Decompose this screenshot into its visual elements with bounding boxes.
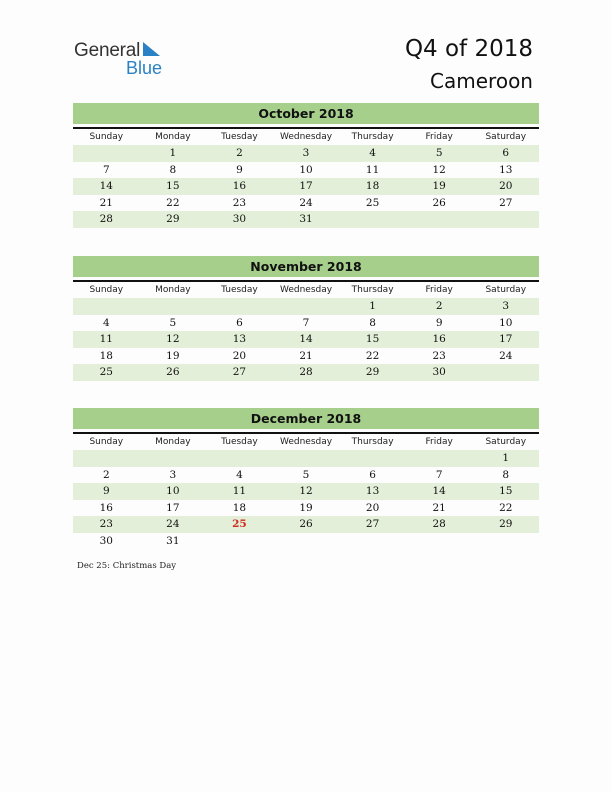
week-row (73, 211, 539, 228)
empty-day-cell (140, 450, 207, 467)
empty-day-cell (73, 450, 140, 467)
day-cell: 27 (232, 366, 247, 378)
day-cell: 16 (232, 180, 247, 192)
day-cell: 22 (499, 501, 513, 514)
day-cell: 18 (232, 501, 247, 514)
weekday-label: Thursday (351, 132, 394, 142)
day-cell: 10 (499, 316, 513, 329)
day-cell: 13 (232, 333, 247, 345)
weekday-label: Wednesday (279, 132, 333, 142)
week-row (73, 483, 539, 500)
weekday-label: Wednesday (279, 285, 333, 295)
day-cell: 23 (232, 196, 247, 209)
day-cell: 18 (365, 180, 380, 192)
day-cell: 16 (99, 501, 113, 514)
weekday-label: Tuesday (221, 285, 258, 295)
day-cell: 11 (232, 485, 247, 497)
empty-day-cell (73, 145, 140, 162)
day-cell: 22 (365, 349, 380, 362)
day-cell: 23 (432, 349, 446, 362)
day-cell: 16 (432, 333, 446, 345)
week-row (73, 364, 539, 381)
week-rows (73, 450, 539, 549)
week-row (73, 533, 539, 550)
weekday-header-row (73, 432, 539, 450)
day-cell: 1 (502, 452, 510, 464)
week-row (73, 315, 539, 332)
day-cell: 9 (236, 163, 243, 176)
day-cell: 2 (435, 300, 443, 312)
day-cell: 20 (232, 349, 247, 362)
week-row (73, 467, 539, 484)
day-cell: 2 (236, 147, 243, 159)
day-cell: 23 (99, 518, 113, 530)
day-cell: 3 (502, 300, 510, 312)
week-row (73, 500, 539, 517)
weekday-label: Thursday (351, 437, 394, 447)
day-cell: 17 (299, 180, 313, 192)
day-cell: 5 (435, 147, 443, 159)
empty-day-cell (472, 533, 539, 550)
day-cell: 4 (369, 147, 376, 159)
day-cell: 19 (166, 349, 180, 362)
weekday-label: Friday (425, 132, 453, 142)
day-cell: 10 (166, 485, 180, 497)
day-cell: 3 (169, 468, 177, 481)
week-row (73, 178, 539, 195)
weekday-label: Saturday (485, 437, 527, 447)
week-row (73, 195, 539, 212)
week-row (73, 145, 539, 162)
day-cell: 2 (102, 468, 110, 481)
empty-day-cell (339, 533, 406, 550)
week-row (73, 162, 539, 179)
page-title: Q4 of 2018 (404, 36, 533, 62)
weekday-label: Thursday (351, 285, 394, 295)
day-cell: 9 (435, 316, 443, 329)
day-cell: 24 (299, 196, 313, 209)
day-cell: 5 (302, 468, 310, 481)
day-cell: 31 (166, 534, 180, 547)
weekday-label: Sunday (89, 437, 124, 447)
week-rows (73, 298, 539, 381)
day-cell: 15 (499, 485, 513, 497)
weekday-label: Friday (425, 437, 453, 447)
logo-word-blue: Blue (126, 58, 163, 78)
empty-day-cell (206, 298, 273, 315)
brand-logo (74, 40, 174, 80)
day-cell: 31 (299, 213, 313, 225)
day-cell: 21 (99, 196, 113, 209)
day-cell: 28 (432, 518, 446, 530)
weekday-header-row (73, 127, 539, 145)
empty-day-cell (472, 211, 539, 228)
day-cell: 17 (499, 333, 513, 345)
day-cell: 8 (169, 163, 177, 176)
day-cell: 27 (499, 196, 513, 209)
weekday-label: Wednesday (279, 437, 333, 447)
month-block-december (73, 408, 539, 549)
day-cell: 18 (99, 349, 113, 362)
empty-day-cell (406, 533, 473, 550)
weekday-label: Friday (425, 285, 453, 295)
day-cell: 30 (99, 534, 113, 547)
month-header: November 2018 (73, 256, 539, 277)
day-cell: 20 (499, 180, 513, 192)
day-cell: 21 (299, 349, 313, 362)
day-cell: 26 (299, 518, 313, 530)
month-block-november (73, 256, 539, 381)
day-cell: 30 (232, 213, 247, 225)
day-cell: 1 (369, 300, 376, 312)
day-cell: 5 (169, 316, 177, 329)
week-rows (73, 145, 539, 228)
weekday-label: Saturday (485, 132, 527, 142)
day-cell: 7 (102, 163, 110, 176)
day-cell: 26 (432, 196, 446, 209)
day-cell: 8 (369, 316, 376, 329)
day-cell: 24 (166, 518, 180, 530)
day-cell: 12 (432, 163, 446, 176)
weekday-label: Monday (155, 132, 191, 142)
weekday-header-row (73, 280, 539, 298)
empty-day-cell (339, 450, 406, 467)
week-row (73, 516, 539, 533)
day-cell: 15 (365, 333, 380, 345)
empty-day-cell (73, 298, 140, 315)
day-cell: 28 (299, 366, 313, 378)
day-cell: 29 (499, 518, 513, 530)
day-cell: 9 (102, 485, 110, 497)
empty-day-cell (273, 298, 340, 315)
day-cell: 29 (166, 213, 180, 225)
holiday-day-cell: 25 (232, 518, 247, 530)
day-cell: 20 (365, 501, 380, 514)
empty-day-cell (206, 450, 273, 467)
weekday-label: Monday (155, 437, 191, 447)
empty-day-cell (206, 533, 273, 550)
day-cell: 14 (299, 333, 313, 345)
month-block-october (73, 103, 539, 228)
day-cell: 11 (365, 163, 380, 176)
day-cell: 12 (299, 485, 313, 497)
day-cell: 19 (432, 180, 446, 192)
day-cell: 29 (365, 366, 380, 378)
day-cell: 6 (369, 468, 376, 481)
month-header: December 2018 (73, 408, 539, 429)
day-cell: 6 (236, 316, 243, 329)
day-cell: 10 (299, 163, 313, 176)
day-cell: 24 (499, 349, 513, 362)
day-cell: 13 (499, 163, 513, 176)
day-cell: 11 (99, 333, 113, 345)
week-row (73, 298, 539, 315)
weekday-label: Saturday (485, 285, 527, 295)
empty-day-cell (140, 298, 207, 315)
day-cell: 13 (365, 485, 380, 497)
day-cell: 4 (102, 316, 110, 329)
day-cell: 21 (432, 501, 446, 514)
day-cell: 4 (236, 468, 243, 481)
day-cell: 14 (99, 180, 113, 192)
logo-flag-icon (140, 42, 170, 58)
weekday-label: Tuesday (221, 132, 258, 142)
day-cell: 14 (432, 485, 446, 497)
weekday-label: Sunday (89, 285, 124, 295)
week-row (73, 331, 539, 348)
day-cell: 22 (166, 196, 180, 209)
day-cell: 7 (435, 468, 443, 481)
logo-word-general: General (74, 40, 141, 61)
empty-day-cell (273, 450, 340, 467)
month-header: October 2018 (73, 103, 539, 124)
holiday-note: Dec 25: Christmas Day (77, 561, 177, 571)
day-cell: 12 (166, 333, 180, 345)
weekday-label: Monday (155, 285, 191, 295)
day-cell: 6 (502, 147, 510, 159)
day-cell: 25 (99, 366, 113, 378)
day-cell: 28 (99, 213, 113, 225)
empty-day-cell (339, 211, 406, 228)
country-subtitle: Cameroon (430, 69, 533, 93)
day-cell: 30 (432, 366, 446, 378)
day-cell: 7 (302, 316, 310, 329)
weekday-label: Sunday (89, 132, 124, 142)
day-cell: 25 (365, 196, 380, 209)
day-cell: 8 (502, 468, 510, 481)
empty-day-cell (273, 533, 340, 550)
day-cell: 3 (302, 147, 310, 159)
empty-day-cell (472, 364, 539, 381)
week-row (73, 450, 539, 467)
day-cell: 19 (299, 501, 313, 514)
day-cell: 27 (365, 518, 380, 530)
day-cell: 15 (166, 180, 180, 192)
week-row (73, 348, 539, 365)
day-cell: 1 (169, 147, 177, 159)
weekday-label: Tuesday (221, 437, 258, 447)
day-cell: 17 (166, 501, 180, 514)
day-cell: 26 (166, 366, 180, 378)
empty-day-cell (406, 450, 473, 467)
empty-day-cell (406, 211, 473, 228)
